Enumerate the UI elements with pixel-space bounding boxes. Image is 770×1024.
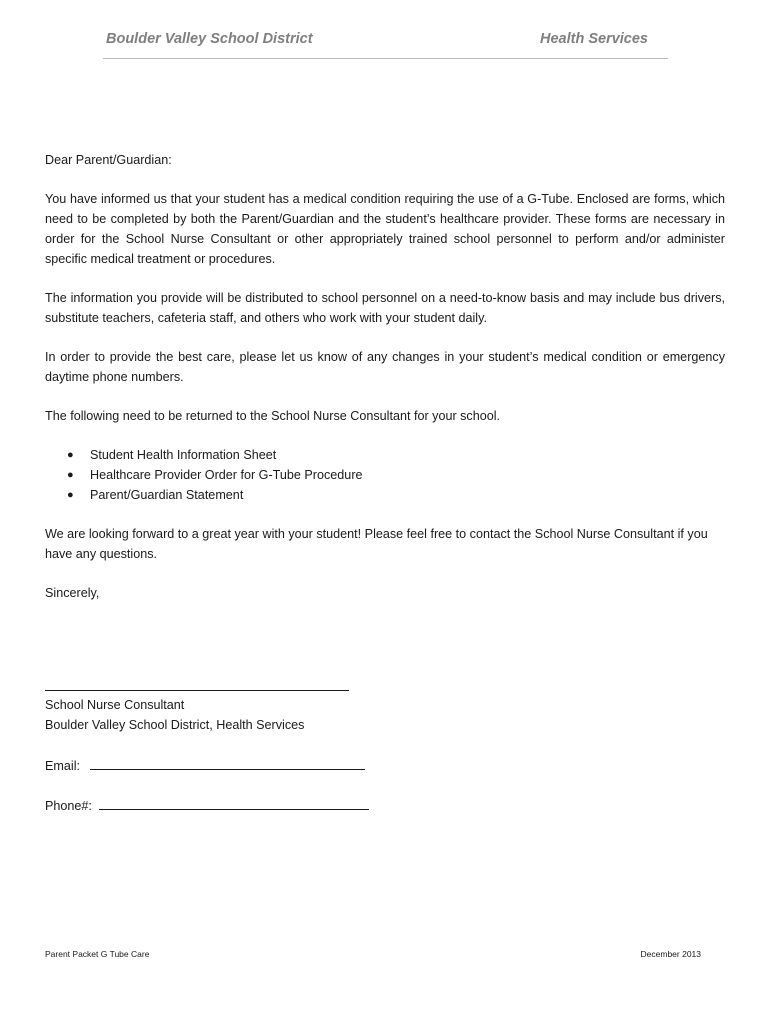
header-organization: Boulder Valley School District: [106, 31, 313, 47]
paragraph-closing-note: We are looking forward to a great year with your student! Please feel free to contact the School Nurse Consultant if you have any questions.: [45, 527, 708, 561]
list-item: [45, 445, 725, 465]
list-item: [45, 485, 725, 505]
paragraph-changes: In order to provide the best care, please let us know of any changes in your student’s medical condition or emergency daytime phone numbers.: [45, 350, 725, 384]
signature-title: School Nurse Consultant: [45, 698, 185, 712]
list-item-label: Healthcare Provider Order for G-Tube Procedure: [90, 468, 363, 482]
phone-row: [45, 795, 369, 816]
list-item: [45, 465, 725, 485]
list-item-label: Student Health Information Sheet: [90, 448, 277, 462]
letter-body: [45, 150, 725, 622]
bullet-icon: ●: [67, 489, 74, 501]
paragraph-return-list: The following need to be returned to the School Nurse Consultant for your school.: [45, 409, 501, 423]
email-row: [45, 755, 365, 776]
footer-date: December 2013: [640, 949, 701, 959]
signature-block: [45, 695, 304, 735]
paragraph-distribution: The information you provide will be distributed to school personnel on a need-to-know basis and may include bus drivers, substitute teachers, cafeteria staff, and others who work with your student daily.: [45, 291, 725, 325]
signature-line[interactable]: [45, 690, 349, 691]
page-header: [103, 30, 668, 59]
phone-label: Phone#:: [45, 799, 92, 813]
footer-document-name: Parent Packet G Tube Care: [45, 949, 150, 959]
forms-list: [45, 445, 725, 505]
bullet-icon: ●: [67, 449, 74, 461]
signature-organization: Boulder Valley School District, Health Services: [45, 718, 305, 732]
closing: Sincerely,: [45, 586, 100, 600]
list-item-label: Parent/Guardian Statement: [90, 488, 244, 502]
email-field[interactable]: [90, 755, 365, 770]
header-department: Health Services: [539, 31, 648, 47]
paragraph-intro: You have informed us that your student has a medical condition requiring the use of a G-Tube. Enclosed are forms, which need to be completed by both the Parent/Guardian and the student’s healthcare provider. These forms are necessary in order for the School Nurse Consultant or other appropriately trained school personnel to perform and/or administer specific medical treatment or procedures.: [45, 192, 725, 266]
phone-field[interactable]: [99, 795, 369, 810]
bullet-icon: ●: [67, 469, 74, 481]
email-label: Email:: [45, 759, 80, 773]
salutation: Dear Parent/Guardian:: [45, 153, 172, 167]
